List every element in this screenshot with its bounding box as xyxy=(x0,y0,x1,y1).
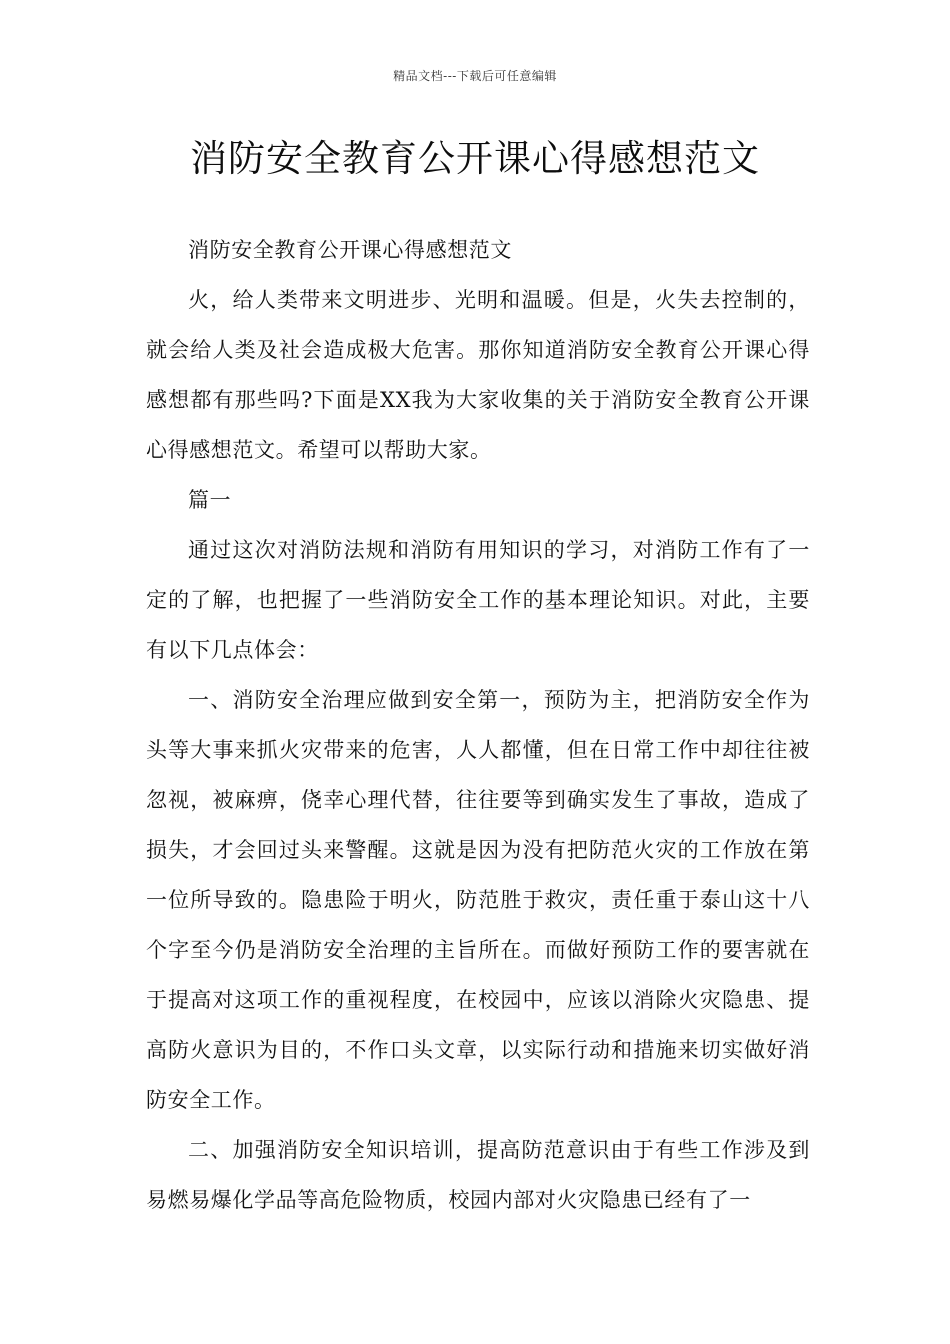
subtitle-paragraph: 消防安全教育公开课心得感想范文 xyxy=(188,238,512,262)
intro-paragraph: 火，给人类带来文明进步、光明和温暖。但是，火失去控制的，就会给人类及社会造成极大危害。那你知道消防安全教育公开课心得感想都有那些吗?下面是XX我为大家收集的关于消防安全教育公开课心得感想范文。希望可以帮助大家。 xyxy=(146,288,810,462)
document-title: 消防安全教育公开课心得感想范文 xyxy=(190,137,760,180)
document-body xyxy=(146,225,810,1225)
header-note: 精品文档---下载后可任意编辑 xyxy=(393,69,557,83)
body-paragraph: 二、加强消防安全知识培训，提高防范意识由于有些工作涉及到易燃易爆化学品等高危险物质，校园内部对火灾隐患已经有了一 xyxy=(146,1138,810,1212)
body-paragraph: 通过这次对消防法规和消防有用知识的学习，对消防工作有了一定的了解，也把握了一些消防安全工作的基本理论知识。对此，主要有以下几点体会： xyxy=(146,538,810,662)
body-paragraph: 一、消防安全治理应做到安全第一，预防为主，把消防安全作为头等大事来抓火灾带来的危害，人人都懂，但在日常工作中却往往被忽视，被麻痹，侥幸心理代替，往往要等到确实发生了事故，造成了损失，才会回过头来警醒。这就是因为没有把防范火灾的工作放在第一位所导致的。隐患险于明火，防范胜于救灾，责任重于泰山这十八个字至今仍是消防安全治理的主旨所在。而做好预防工作的要害就在于提高对这项工作的重视程度，在校园中，应该以消除火灾隐患、提高防火意识为目的，不作口头文章，以实际行动和措施来切实做好消防安全工作。 xyxy=(146,688,810,1112)
section-heading: 篇一 xyxy=(188,488,232,512)
